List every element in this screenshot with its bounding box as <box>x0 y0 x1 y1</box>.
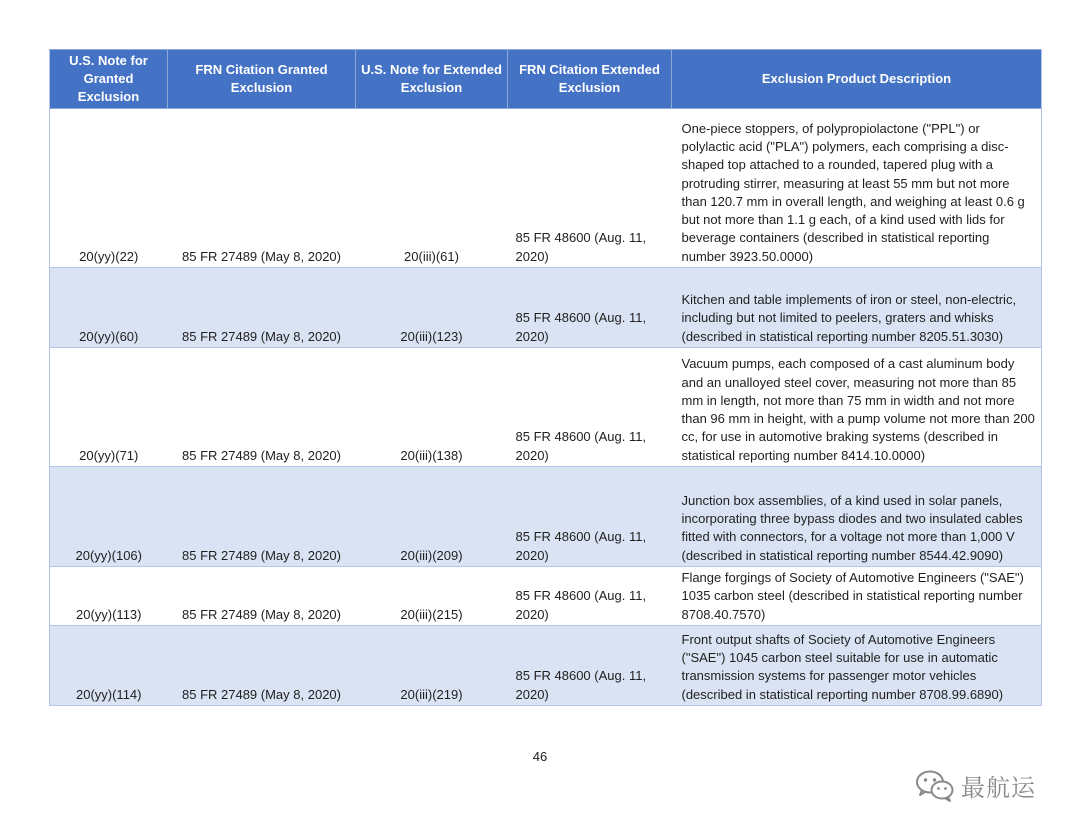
header-granted-note: U.S. Note for Granted Exclusion <box>50 50 168 109</box>
extended-note-cell: 20(iii)(61) <box>356 109 508 268</box>
granted-frn-cell: 85 FR 27489 (May 8, 2020) <box>168 567 356 626</box>
granted-note-cell: 20(yy)(71) <box>50 348 168 467</box>
header-extended-note: U.S. Note for Extended Exclusion <box>356 50 508 109</box>
granted-frn-cell: 85 FR 27489 (May 8, 2020) <box>168 626 356 706</box>
watermark-text: 最航运 <box>961 775 1036 802</box>
table-header-row <box>50 50 1042 109</box>
header-granted-frn: FRN Citation Granted Exclusion <box>168 50 356 109</box>
table-row <box>50 567 1042 626</box>
extended-frn-cell: 85 FR 48600 (Aug. 11, 2020) <box>508 567 672 626</box>
table-row <box>50 268 1042 348</box>
description-cell: Junction box assemblies, of a kind used in solar panels, incorporating three bypass diodes and two insulated cables fitted with connectors, for a voltage not more than 1,000 V (described in statistical reporting number 8544.42.9090) <box>672 467 1042 567</box>
description-cell: Vacuum pumps, each composed of a cast aluminum body and an unalloyed steel cover, measuring not more than 85 mm in length, not more than 75 mm in width and not more than 96 mm in height, with a pump volume not more than 200 cc, for use in automotive braking systems (described in statistical reporting number 8414.10.0000) <box>672 348 1042 467</box>
exclusion-table-wrapper <box>49 49 1041 706</box>
extended-frn-cell: 85 FR 48600 (Aug. 11, 2020) <box>508 626 672 706</box>
extended-frn-cell: 85 FR 48600 (Aug. 11, 2020) <box>508 268 672 348</box>
extended-note-cell: 20(iii)(138) <box>356 348 508 467</box>
granted-frn-cell: 85 FR 27489 (May 8, 2020) <box>168 467 356 567</box>
granted-frn-cell: 85 FR 27489 (May 8, 2020) <box>168 268 356 348</box>
granted-note-cell: 20(yy)(60) <box>50 268 168 348</box>
table-row <box>50 467 1042 567</box>
table-row <box>50 626 1042 706</box>
granted-note-cell: 20(yy)(114) <box>50 626 168 706</box>
extended-note-cell: 20(iii)(123) <box>356 268 508 348</box>
description-cell: Flange forgings of Society of Automotive Engineers ("SAE") 1035 carbon steel (described in statistical reporting number 8708.40.7570) <box>672 567 1042 626</box>
page-number: 46 <box>532 749 548 764</box>
granted-note-cell: 20(yy)(106) <box>50 467 168 567</box>
extended-frn-cell: 85 FR 48600 (Aug. 11, 2020) <box>508 109 672 268</box>
granted-note-cell: 20(yy)(22) <box>50 109 168 268</box>
extended-frn-cell: 85 FR 48600 (Aug. 11, 2020) <box>508 467 672 567</box>
table-row <box>50 109 1042 268</box>
header-description: Exclusion Product Description <box>672 50 1042 109</box>
description-cell: Front output shafts of Society of Automotive Engineers ("SAE") 1045 carbon steel suitable for use in automatic transmission systems for passenger motor vehicles (described in statistical reporting number 8708.99.6890) <box>672 626 1042 706</box>
extended-frn-cell: 85 FR 48600 (Aug. 11, 2020) <box>508 348 672 467</box>
granted-note-cell: 20(yy)(113) <box>50 567 168 626</box>
granted-frn-cell: 85 FR 27489 (May 8, 2020) <box>168 109 356 268</box>
extended-note-cell: 20(iii)(219) <box>356 626 508 706</box>
watermark <box>915 768 1036 803</box>
extended-note-cell: 20(iii)(215) <box>356 567 508 626</box>
wechat-icon <box>915 769 955 803</box>
description-cell: Kitchen and table implements of iron or steel, non-electric, including but not limited to peelers, graters and whisks (described in statistical reporting number 8205.51.3030) <box>672 268 1042 348</box>
extended-note-cell: 20(iii)(209) <box>356 467 508 567</box>
description-cell: One-piece stoppers, of polypropiolactone ("PPL") or polylactic acid ("PLA") polymers, each comprising a disc-shaped top attached to a rounded, tapered plug with a protruding stirrer, measuring at least 55 mm but not more than 120.7 mm in overall length, and weighing at least 0.6 g but not more than 1.1 g each, of a kind used with lids for beverage containers (described in statistical reporting number 3923.50.0000) <box>672 109 1042 268</box>
header-extended-frn: FRN Citation Extended Exclusion <box>508 50 672 109</box>
granted-frn-cell: 85 FR 27489 (May 8, 2020) <box>168 348 356 467</box>
table-row <box>50 348 1042 467</box>
exclusion-table <box>49 49 1042 706</box>
